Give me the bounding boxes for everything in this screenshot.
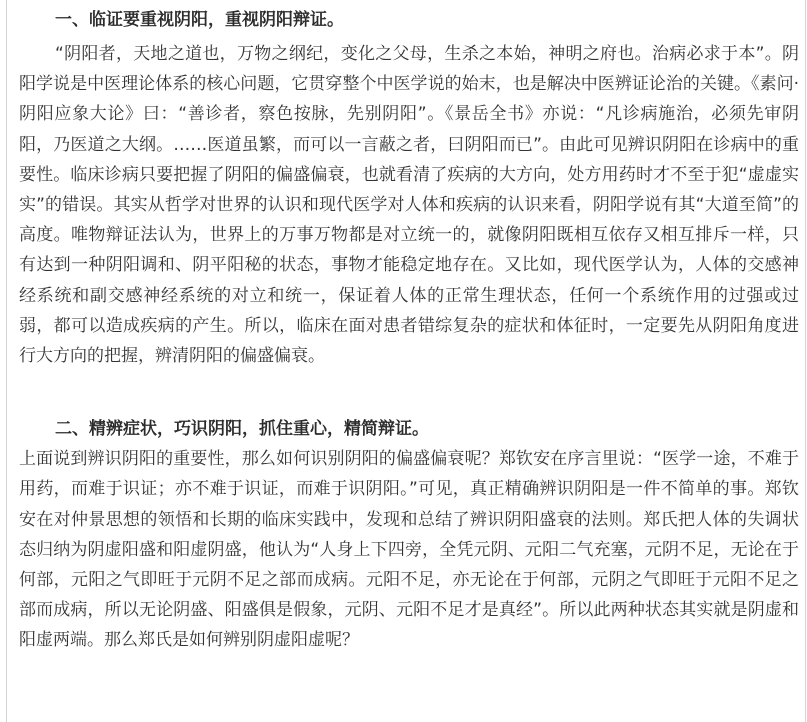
section-paragraph-2: 上面说到辨识阴阳的重要性，那么如何识别阴阳的偏盛偏衰呢？郑钦安在序言里说：“医学一途，不难于用药，而难于识证；亦不难于识证，而难于识阴阳。”可见，真正精确辨识阴阳是一件不简单的事。郑钦安在对仲景思想的领悟和长期的临床实践中，发现和总结了辨识阴阳盛衰的法则。郑氏把人体的失调状态归纳为阴虚阳盛和阳虚阴盛，他认为“人身上下四旁，全凭元阴、元阳二气充塞，元阴不足，无论在于何部，元阳之气即旺于元阴不足之部而成病。元阳不足，亦无论在于何部，元阴之气即旺于元阳不足之部而成病，所以无论阴盛、阳盛俱是假象，元阴、元阳不足才是真经”。所以此两种状态其实就是阴虚和阳虚两端。那么郑氏是如何辨别阴虚阳虚呢？ [19,449,799,651]
article-body [19,6,799,656]
section-paragraph-1: “阴阳者，天地之道也，万物之纲纪，变化之父母，生杀之本始，神明之府也。治病必求于本”。阴阳学说是中医理论体系的核心问题，它贯穿整个中医学说的始末，也是解决中医辨证论治的关键。《素问·阴阳应象大论》曰：“善诊者，察色按脉，先别阴阳”。《景岳全书》亦说：“凡诊病施治，必须先审阴阳，乃医道之大纲。……医道虽繁，而可以一言蔽之者，曰阴阳而已”。由此可见辨识阴阳在诊病中的重要性。临床诊病只要把握了阴阳的偏盛偏衰，也就看清了疾病的大方向，处方用药时才不至于犯“虚虚实实”的错误。其实从哲学对世界的认识和现代医学对人体和疾病的认识来看，阴阳学说有其“大道至简”的高度。唯物辩证法认为，世界上的万事万物都是对立统一的，就像阴阳既相互依存又相互排斥一样，只有达到一种阴阳调和、阴平阳秘的状态，事物才能稳定地存在。又比如，现代医学认为，人体的交感神经系统和副交感神经系统的对立和统一，保证着人体的正常生理状态，任何一个系统作用的过强或过弱，都可以造成疾病的产生。所以，临床在面对患者错综复杂的症状和体征时，一定要先从阴阳角度进行大方向的把握，辨清阴阳的偏盛偏衰。 [19,44,799,367]
section-heading-1: 一、临证要重视阴阳，重视阴阳辩证。 [55,10,344,30]
section-gap [19,371,799,415]
document-frame [6,0,806,722]
section-heading-2: 二、精辨症状，巧识阴阳，抓住重心，精简辩证。 [55,419,429,440]
